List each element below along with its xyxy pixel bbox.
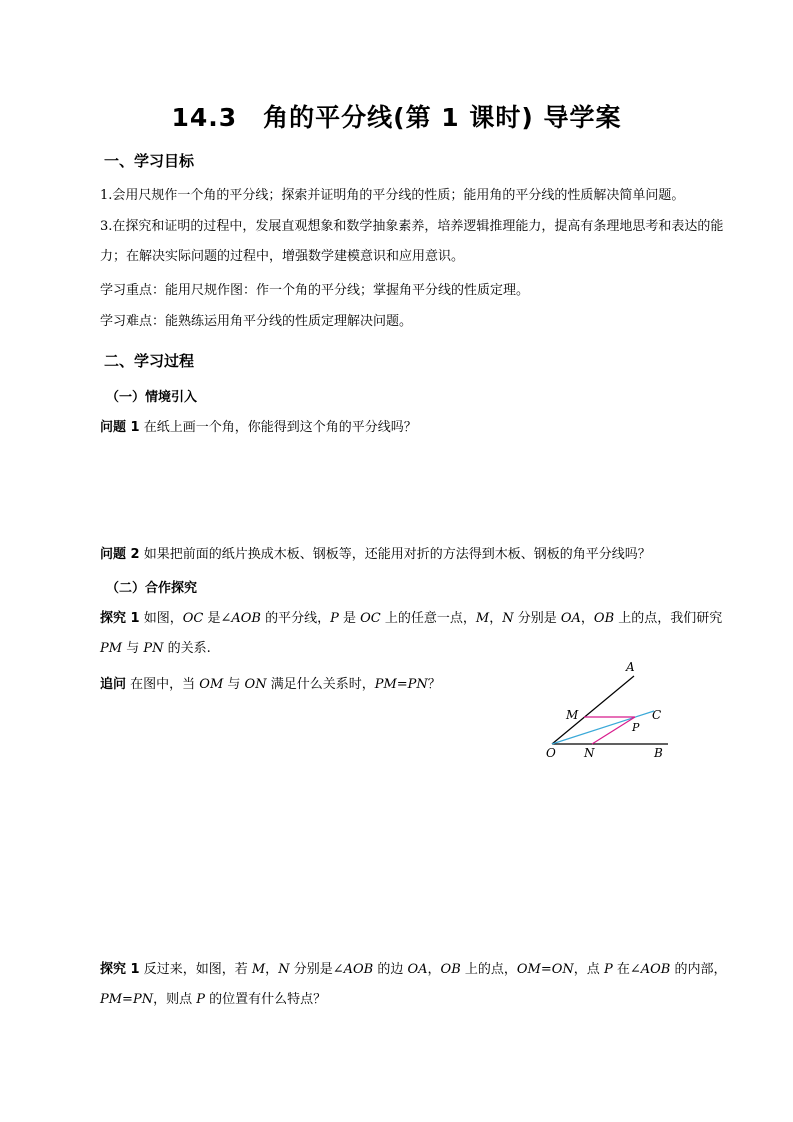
math: OM <box>199 677 224 692</box>
math: OC <box>182 611 204 626</box>
section-heading-process: 二、学习过程 <box>104 352 195 370</box>
text: ，则点 <box>153 992 197 1007</box>
text: 上的任意一点， <box>380 611 476 626</box>
label-p: P <box>632 721 640 734</box>
math: M <box>251 962 266 977</box>
explore-1-label: 探究 1 <box>100 611 140 626</box>
math: N <box>502 611 514 626</box>
math: M <box>475 611 490 626</box>
math: P <box>196 992 205 1007</box>
ray-oa <box>552 676 634 744</box>
text: 是∠ <box>203 611 232 626</box>
math: OA <box>407 962 428 977</box>
text: 在图中，当 <box>130 677 200 692</box>
math: N <box>278 962 290 977</box>
text: ， <box>427 962 441 977</box>
text: 上的点， <box>460 962 517 977</box>
label-n: N <box>584 746 595 760</box>
math: AOB <box>231 611 261 626</box>
question-2-label: 问题 2 <box>100 547 140 562</box>
text: 分别是 <box>513 611 561 626</box>
subsection-intro: （一）情境引入 <box>106 390 198 405</box>
key-point: 学习重点：能用尺规作图：作一个角的平分线；掌握角平分线的性质定理。 <box>100 283 530 298</box>
text: 与 <box>223 677 245 692</box>
question-1-label: 问题 1 <box>100 420 140 435</box>
label-o: O <box>546 746 556 760</box>
math: PM <box>100 641 123 656</box>
text: ， <box>489 611 503 626</box>
question-1-text: 在纸上画一个角，你能得到这个角的平分线吗？ <box>143 420 417 435</box>
difficulty: 学习难点：能熟练运用角平分线的性质定理解决问题。 <box>100 314 413 329</box>
label-m: M <box>566 708 579 722</box>
text: 满足什么关系时， <box>266 677 375 692</box>
segment-pn <box>592 717 635 744</box>
math: ON <box>244 677 267 692</box>
math: OC <box>360 611 381 626</box>
math: OB <box>593 611 615 626</box>
label-c: C <box>652 708 662 722</box>
math: OA <box>560 611 581 626</box>
explore-2 <box>100 955 728 1015</box>
question-2-text: 如果把前面的纸片换成木板、钢板等，还能用对折的方法得到木板、钢板的角平分线吗？ <box>143 547 651 562</box>
text: 分别是∠ <box>289 962 344 977</box>
text: 的平分线， <box>260 611 331 626</box>
math: P <box>330 611 339 626</box>
math: AOB <box>343 962 374 977</box>
math: PM=PN <box>374 677 428 692</box>
math: PN <box>143 641 164 656</box>
text: 与 <box>122 641 144 656</box>
text: ， <box>265 962 279 977</box>
text: 在∠ <box>612 962 641 977</box>
math: PM=PN <box>100 992 154 1007</box>
text: 反过来，如图，若 <box>143 962 252 977</box>
text: 的关系. <box>163 641 211 656</box>
text: 如图， <box>143 611 183 626</box>
text: 上的点，我们研究 <box>614 611 723 626</box>
math: AOB <box>640 962 671 977</box>
math: OB <box>440 962 461 977</box>
subsection-explore: （二）合作探究 <box>106 581 198 596</box>
page-title: 14.3 角的平分线(第 1 课时) 导学案 <box>171 103 622 132</box>
question-2 <box>100 540 728 570</box>
text: 的位置有什么特点？ <box>204 992 327 1007</box>
math: OM=ON <box>516 962 574 977</box>
label-b: B <box>654 746 663 760</box>
text: 的内部， <box>670 962 727 977</box>
objective-3: 3.在探究和证明的过程中，发展直观想象和数学抽象素养，培养逻辑推理能力，提高有条理地思考和表达的能力；在解决实际问题的过程中，增强数学建模意识和应用意识。 <box>100 219 724 264</box>
section-heading-objectives: 一、学习目标 <box>104 152 195 170</box>
objective-1: 1.会用尺规作一个角的平分线；探索并证明角的平分线的性质；能用角的平分线的性质解决简单问题。 <box>100 188 685 203</box>
explore-2-label: 探究 1 <box>100 962 140 977</box>
math: P <box>603 962 613 977</box>
follow-up-label: 追问 <box>100 677 127 692</box>
text: ？ <box>427 677 441 692</box>
text: ，点 <box>573 962 604 977</box>
label-a: A <box>626 660 635 674</box>
question-1 <box>100 413 728 443</box>
text: ， <box>580 611 594 626</box>
text: 的边 <box>373 962 408 977</box>
text: 是 <box>338 611 361 626</box>
follow-up-question <box>100 670 520 700</box>
angle-bisector-figure <box>540 655 680 763</box>
